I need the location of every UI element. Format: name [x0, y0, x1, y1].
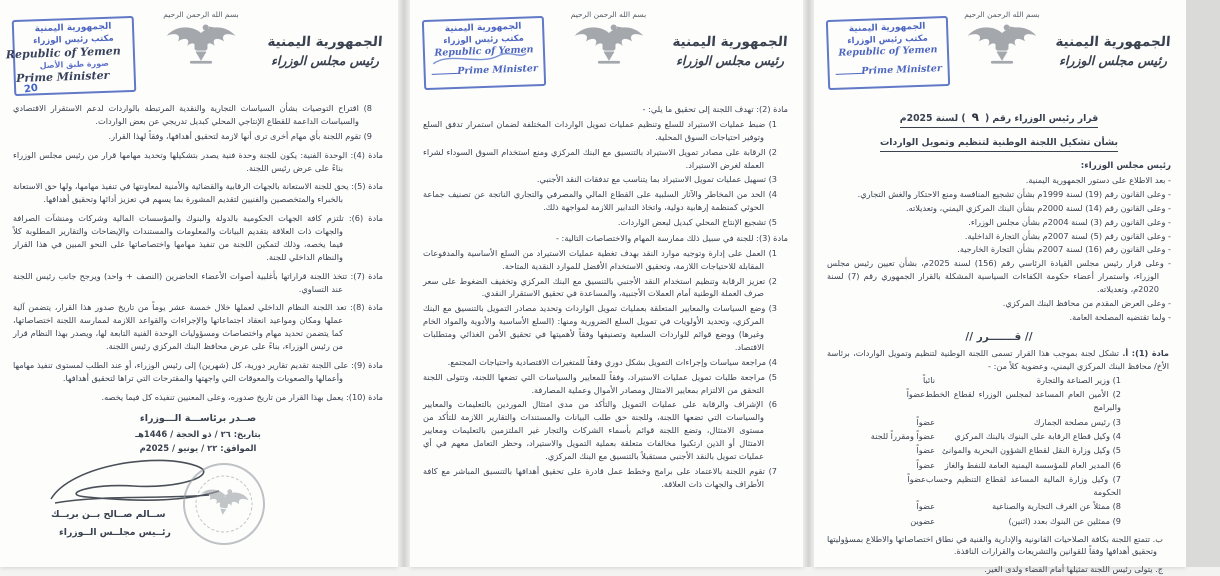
- stamp-handwritten-date: 20: [23, 82, 39, 96]
- letterhead-republic: الجمهورية اليمنية: [671, 34, 789, 50]
- bismillah-text: بسم الله الرحمن الرحيم: [163, 10, 239, 19]
- member-role: عضواً ومقرراً للجنة: [870, 430, 935, 441]
- article-8: مادة (8): تعد اللجنة النظام الداخلي لعملها خلال خمسة عشر يوماً من تاريخ صدور هذا القرار، يتضمن آلية عملها ومكان ومواعيد انعقاد اجتماعاتها والإجراءات والقواعد اللازمة لممارسة اللجنة اختصاصاتها، كما يتضمن تحديد مهام واختصاصات ومسؤوليات الوحدة الفنية التابعة لها، ويصدر بهذا النظام قرار من رئيس الوزراء، بناءً على عرض محافظ البنك المركزي رئيس اللجنة.: [13, 302, 383, 351]
- article-2-item: 1) ضبط عمليات الاستيراد للسلع وتنظيم عمليات تمويل الواردات المختلفة لضمان استمرار تدفق السلع وتوفير احتياجات السوق المحلية.: [423, 118, 777, 142]
- preamble-list: [827, 174, 1171, 324]
- letterhead-pm: رئيس مجلس الوزراء: [1059, 53, 1167, 68]
- member-role: عضواً: [916, 501, 935, 512]
- header-center: [545, 8, 672, 75]
- article-4: مادة (4): الوحدة الفنية: يكون للجنة وحدة فنية يصدر بتشكيلها وتحديد مهامها قرار من رئيس مجلس الوزراء بناءً على عرض رئيس اللجنة.: [13, 149, 383, 173]
- member-row: 4) وكيل قطاع الرقابة على البنوك بالبنك المركزي عضواً ومقرراً للجنة: [827, 430, 1171, 443]
- stamp-blank-line: [835, 65, 861, 75]
- member-role: عضواً: [916, 459, 935, 470]
- article-2-heading: مادة (2): تهدف اللجنة إلى تحقيق ما يلي: -: [642, 104, 788, 114]
- stamp-republic-ar: الجمهورية اليمنية: [848, 21, 926, 35]
- page2-header: [423, 8, 788, 100]
- opener-line: رئيس مجلس الوزراء:: [1080, 161, 1171, 171]
- article-3-items: [423, 247, 788, 491]
- committee-members-list: [827, 374, 1171, 528]
- date-hijri: بتاريخ: ٢٦ / ذو الحجة / 1446هـ: [135, 428, 261, 439]
- preamble-item: - وعلى القانون رقم (19) لسنة 1999م بشأن تشجيع المنافسة ومنع الاحتكار والغش التجاري.: [857, 188, 1171, 199]
- article-2-items: [423, 118, 788, 229]
- article-1-clause-c: ج. يتولى رئيس اللجنة تمثيلها أمام القضاء ولدى الغير.: [984, 564, 1163, 575]
- scan-edge-strip: [1186, 0, 1220, 567]
- decree-title-line1: قرار رئيس الوزراء رقم (٩) لسنة 2025م: [900, 108, 1098, 128]
- stamp-republic-en: Republic of Yemen: [5, 44, 121, 62]
- decree-heading: // قـــــــرر //: [965, 330, 1033, 343]
- article-1: [827, 347, 1171, 373]
- office-stamp: [422, 16, 546, 90]
- stamp-pm-en: Prime Minister: [15, 69, 110, 86]
- page-gap: [398, 0, 410, 567]
- signer-title: رئــيس مجلــس الــوزراء: [59, 527, 171, 539]
- decree-page-1: [814, 0, 1186, 575]
- article-3-item: 8) اقتراح التوصيات بشأن السياسات التجارية والنقدية المرتبطة بالواردات لدعم الاستقرار الاقتصادي والسياسات الداعمة للقطاع الإنتاجي المحلي كبديل تدريجي عن بعض الواردات.: [13, 103, 372, 126]
- article-3-heading: مادة (3): للجنة في سبيل ذلك ممارسة المهام والاختصاصات التالية: -: [556, 232, 788, 243]
- article-3-item: 9) تقوم اللجنة بأي مهام أخرى ترى أنها لازمة لتحقيق أهدافها، وفقاً لهذا القرار.: [108, 130, 372, 141]
- stamp-office-ar: مكتب رئيس الوزراء: [32, 33, 114, 47]
- date-gregorian: الموافق: ٢٢ / يونيو / 2025م: [139, 442, 257, 453]
- preamble-item: - وعلى القانون رقم (3) لسنة 2004م بشأن مجلس الوزراء.: [968, 216, 1171, 227]
- certified-copy-stamp: [5, 16, 137, 96]
- stamp-republic-en: Republic of Yemen: [838, 44, 938, 59]
- member-row: 2) الأمين العام المساعد لمجلس الوزراء لقطاع الخطط والبرامج عضواً: [827, 388, 1171, 414]
- member-role: عضواً: [907, 474, 926, 484]
- article-3-continuation: [13, 102, 383, 143]
- member-row: 7) وكيل وزارة المالية المساعد لقطاع التنظيم وحساب الحكومة عضواً: [827, 473, 1171, 499]
- stamp-pm-en: Prime Minister: [861, 63, 943, 78]
- stamp-office-ar: مكتب رئيس الوزراء: [443, 33, 525, 47]
- yemen-emblem-icon: [545, 21, 672, 75]
- yemen-emblem-icon: [135, 21, 267, 75]
- preamble-item: - وعلى قرار رئيس مجلس القيادة الرئاسي رقم (156) لسنة 2025م، بشأن تعيين رئيس مجلس الوزراء، واستمرار أعضاء حكومة الكفاءات السياسية المشكلة بالقرار الجمهوري رقم (7) لسنة 2020م، وتعديلاته.: [827, 258, 1172, 294]
- letterhead-pm: رئيس مجلس الوزراء: [271, 53, 379, 68]
- member-row: 9) ممثلين عن البنوك بعدد (اثنين) عضوين: [827, 515, 1171, 528]
- stamp-blank-line: [431, 65, 457, 75]
- article-1-clause-b: ب. تتمتع اللجنة بكافة الصلاحيات القانونية والإدارية والفنية في نطاق اختصاصاتها والاطلاع بمسؤوليتها وتحقيق أهدافها وفقاً للقوانين والتشريعات والقرارات النافذة.: [827, 533, 1163, 557]
- date-block: [83, 427, 313, 456]
- preamble-item: - وعلى القانون رقم (16) لسنة 2007م بشأن التجارة الخارجية.: [957, 244, 1171, 255]
- letterhead-republic: الجمهورية اليمنية: [266, 34, 384, 50]
- preamble-item: - ولما تقتضيه المصلحة العامة.: [1069, 311, 1171, 322]
- article-9: مادة (9): على اللجنة تقديم تقارير دورية، كل (شهرين) إلى رئيس الوزراء، أو عند الطلب لمستوى تنفيذ مهامها وأعمالها والصعوبات والمعوقات التي واجهتها والمقترحات التي تراها لتحقيق أهدافها.: [13, 359, 383, 383]
- page-gap: [803, 0, 814, 567]
- article-2-item: 3) تسهيل عمليات تمويل الاستيراد بما يتناسب مع تدفقات النقد الأجنبي.: [536, 174, 777, 185]
- bismillah-text: بسم الله الرحمن الرحيم: [570, 10, 647, 19]
- preamble-item: - وعلى القانون رقم (14) لسنة 2000م بشأن البنك المركزي اليمني، وتعديلاته.: [906, 202, 1171, 213]
- member-row: 5) وكيل وزارة النقل لقطاع الشؤون البحرية والموانئ عضواً: [827, 444, 1171, 457]
- article-2-item: 4) الحد من المخاطر والآثار السلبية على القطاع المالي والمصرفي والتجاري الناتجة عن تصنيف جماعة الحوثي كمنظمة إرهابية دولية، واتخاذ التدابير اللازمة لمواجهة ذلك.: [423, 189, 777, 213]
- official-seal-icon: [175, 455, 272, 552]
- yemen-emblem-icon: [949, 21, 1055, 75]
- article-3-item: 6) الإشراف والرقابة على عمليات التمويل والتأكد من مدى امتثال الموردين بالتعليمات والمعايير والسياسات التي تضعها اللجنة، وللجنة حق طلب البيانات والمستندات والتقارير اللازمة للتأكد من مستوى الامتثال، وتضع اللجنة قوائم بأسماء الشركات والتجار غير الملتزمين بالتعليمات ومعايير الامتثال أو الذين ارتكبوا مخالفات متعلقة بعملية التمويل والاستيراد، وحظر التعامل معهم في أي عمليات تمويل بالنقد الأجنبي مستقبلاً بالتنسيق مع البنك المركزي.: [423, 399, 777, 461]
- article-3-item: 4) مراجعة سياسات وإجراءات التمويل بشكل دوري وفقاً للمتغيرات الاقتصادية واحتياجات المجتمع.: [447, 356, 777, 367]
- stamp-republic-en: Republic of Yemen: [434, 44, 534, 59]
- letterhead-republic: الجمهورية اليمنية: [1054, 34, 1172, 50]
- office-stamp: [826, 16, 950, 90]
- preamble-item: - بعد الاطلاع على دستور الجمهورية اليمنية.: [1025, 175, 1171, 185]
- header-center: [135, 8, 267, 75]
- member-row: 1) وزير الصناعة والتجارة نائباً: [827, 374, 1171, 387]
- letterhead: [672, 8, 788, 68]
- letterhead: [267, 8, 383, 68]
- decree-page-3: [0, 0, 398, 567]
- article-1-intro: تشكل لجنة بموجب هذا القرار تسمى اللجنة الوطنية لتنظيم وتمويل الواردات، برئاسة الأخ/ محافظ البنك المركزي اليمني، وعضوية كلاً من: -: [827, 347, 1169, 371]
- article-2-item: 2) الرقابة على مصادر تمويل الاستيراد بالتنسيق مع البنك المركزي ومنع استخدام السوق السوداء لشراء العملة لغرض الاستيراد.: [423, 146, 777, 170]
- article-7: مادة (7): تتخذ اللجنة قراراتها بأغلبية أصوات الأعضاء الحاضرين (النصف + واحد) ويرجح جانب رئيس اللجنة عند التساوي.: [13, 270, 383, 294]
- decree-page-2: [410, 0, 803, 567]
- member-row: 6) المدير العام للمؤسسة اليمنية العامة للنفط والغاز عضواً: [827, 459, 1171, 472]
- member-role: عضواً: [906, 389, 926, 400]
- article-3-item: 1) العمل على إدارة وتوجيه موارد النقد بهدف تغطية عمليات الاستيراد من السلع الأساسية والمدفوعات المقابلة للاحتياجات اللازمة، وتحقيق الاستخدام الأفضل للموارد النقدية المتاحة.: [423, 247, 777, 271]
- article-6: مادة (6): تلتزم كافة الجهات الحكومية بالدولة والبنوك والمؤسسات المالية وشركات ومنشآت الصرافة والجهات ذات العلاقة بتقديم البيانات والمعلومات والمستندات والإيضاحات والتقارير المطلوبة كلاً فيما يخصه، وذلك لتمكين اللجنة من تنفيذ مهامها واختصاصاتها على النحو المبين في هذا القرار والنظام الداخلي للجنة.: [13, 213, 383, 262]
- member-role: عضوين: [910, 515, 935, 526]
- page3-header: [5, 8, 384, 100]
- member-role: عضواً: [916, 445, 935, 456]
- article-3-item: 5) مراجعة طلبات تمويل عمليات الاستيراد، وفقاً للمعايير والسياسات التي تضعها اللجنة، وتتولى اللجنة التحقق من الالتزام بمعايير الامتثال ومصادر الأموال وعملية المصارفة.: [423, 371, 777, 395]
- article-10: مادة (10): يعمل بهذا القرار من تاريخ صدوره، وعلى المعنيين تنفيذه كل فيما يخصه.: [101, 391, 383, 402]
- preamble-item: - وعلى القانون رقم (5) لسنة 2007م بشأن التجارة الداخلية.: [964, 230, 1171, 241]
- member-row: 3) رئيس مصلحة الجمارك عضواً: [827, 416, 1171, 429]
- article-3-item: 2) تعزيز الرقابة وتنظيم استخدام النقد الأجنبي بالتنسيق مع البنك المركزي وتخفيف الضغوط على سعر صرف العملة الوطنية أمام العملات الأجنبية، والمساعدة في تحقيق الاستقرار النقدي.: [423, 275, 777, 299]
- article-3-item: 3) وضع السياسات والمعايير المتعلقة بعمليات تمويل الواردات وتحديد مصادر التمويل بالتنسيق مع البنك المركزي، وتحديد الأولويات في تمويل السلع الضرورية ومنها: (السلع الأساسية والأدوية والمواد الخام وغيرها) ووضع قوائم للواردات السلعية وتصنيفها وفقاً لأهميتها في تحقيق الأمن الغذائي ومتطلبات الاقتصاد.: [423, 303, 777, 352]
- article-2-item: 5) تشجيع الإنتاج المحلي كبديل لبعض الواردات.: [617, 217, 777, 227]
- articles-4-to-10: [13, 149, 383, 404]
- member-role: نائباً: [922, 374, 935, 385]
- decree-number-handwritten: ٩: [971, 110, 979, 124]
- stamp-republic-ar: الجمهورية اليمنية: [34, 21, 112, 35]
- letterhead-pm: رئيس مجلس الوزراء: [676, 53, 784, 68]
- bismillah-text: بسم الله الرحمن الرحيم: [964, 10, 1040, 19]
- member-row: 8) ممثلاً عن الغرف التجارية والصناعية عضواً: [827, 500, 1171, 513]
- letterhead: [1055, 8, 1171, 68]
- member-role: عضواً: [916, 416, 935, 427]
- header-center: [949, 8, 1055, 75]
- decree-subtitle: بشأن تشكيل اللجنة الوطنية لتنظيم وتمويل الواردات: [880, 136, 1118, 152]
- stamp-republic-ar: الجمهورية اليمنية: [444, 21, 522, 35]
- signature-block: [13, 457, 383, 549]
- signer-name: ســالم صــالح بــن بريــك: [51, 509, 166, 521]
- issued-line: صــدر برئاســـة الـــوزراء: [139, 412, 257, 424]
- article-5: مادة (5): يحق للجنة الاستعانة بالجهات الرقابية والقضائية والأمنية لمعاونتها في تنفيذ مهامها، ولها حق الاستعانة بالخبراء والمتخصصين والفنيين لتقديم المشورة بما يسهم في تعزيز أدائها وتحقيق أهدافها.: [13, 181, 383, 205]
- stamp-office-ar: مكتب رئيس الوزراء: [847, 33, 929, 47]
- page1-header: [827, 8, 1171, 100]
- stamp-pm-en: Prime Minister: [457, 63, 539, 78]
- preamble-item: - وعلى العرض المقدم من محافظ البنك المركزي.: [1002, 297, 1171, 308]
- article-1-label: مادة (1): أ.: [1122, 347, 1169, 358]
- stamp-certified-copy-note: صورة طبق الأصل: [39, 58, 110, 71]
- decree-title: [827, 104, 1171, 152]
- article-3-item: 7) تقوم اللجنة بالاعتماد على برامج وخطط عمل قادرة على تحقيق أهدافها بالتنسيق المباشر مع كافة الأطراف والجهات ذات العلاقة.: [423, 465, 777, 489]
